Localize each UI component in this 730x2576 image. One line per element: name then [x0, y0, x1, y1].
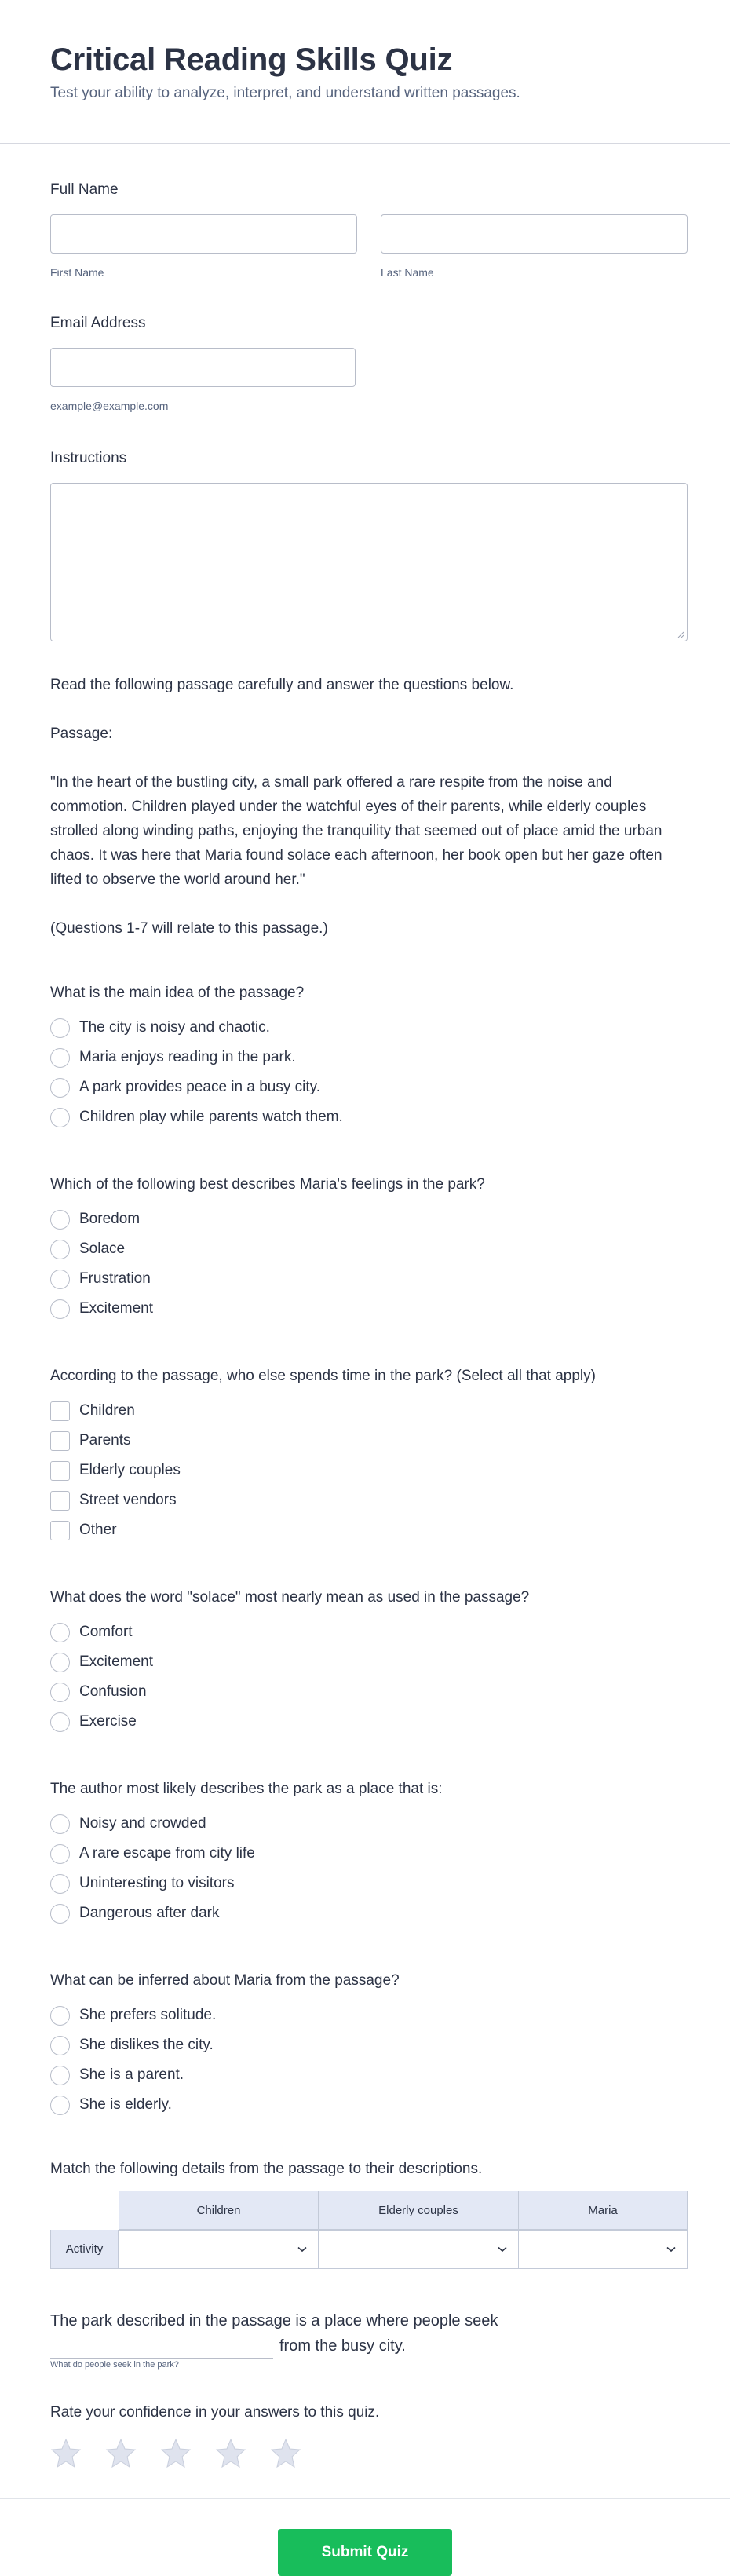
first-name-sublabel: First Name [50, 266, 104, 279]
matrix-row-label: Activity [50, 2230, 119, 2269]
fill-blank-sublabel: What do people seek in the park? [50, 2360, 179, 2370]
checkbox[interactable] [50, 1491, 70, 1511]
option-label: Exercise [79, 1713, 137, 1730]
option-label: She is elderly. [79, 2096, 172, 2113]
option-label: Elderly couples [79, 1462, 181, 1478]
radio-option[interactable] [50, 1809, 688, 1839]
option-label: Confusion [79, 1683, 147, 1700]
option-label: The city is noisy and chaotic. [79, 1019, 270, 1036]
radio-button[interactable] [50, 1240, 70, 1259]
checkbox[interactable] [50, 1461, 70, 1481]
passage-heading: Passage: [50, 725, 113, 742]
option-label: Comfort [79, 1624, 133, 1640]
confidence-rating [50, 2370, 688, 2468]
question-label: The author most likely describes the park as a place that is: [50, 1781, 443, 1797]
radio-option[interactable] [50, 2090, 688, 2120]
instructions-field [50, 412, 688, 641]
radio-option[interactable] [50, 1264, 688, 1294]
radio-option[interactable] [50, 1617, 688, 1647]
passage-text [50, 641, 688, 941]
option-label: She dislikes the city. [79, 2037, 214, 2053]
radio-option[interactable] [50, 1707, 688, 1737]
radio-button[interactable] [50, 2096, 70, 2115]
option-label: Street vendors [79, 1492, 177, 1508]
full-name-field [50, 144, 688, 279]
option-label: Maria enjoys reading in the park. [79, 1049, 296, 1065]
checkbox-option[interactable] [50, 1426, 688, 1456]
email-input[interactable] [50, 348, 356, 387]
question-solace-meaning [50, 1545, 688, 1737]
question-maria-inference [50, 1928, 688, 2120]
star-icon[interactable] [105, 2437, 137, 2468]
fill-text-line1: The park described in the passage is a place where people seek [50, 2312, 498, 2329]
option-label: Frustration [79, 1270, 151, 1287]
radio-option[interactable] [50, 1043, 688, 1072]
checkbox[interactable] [50, 1521, 70, 1540]
option-label: Boredom [79, 1211, 141, 1227]
radio-option[interactable] [50, 1072, 688, 1102]
star-icon[interactable] [215, 2437, 246, 2468]
star-icon[interactable] [270, 2437, 301, 2468]
email-sublabel: example@example.com [50, 400, 169, 412]
option-label: She is a parent. [79, 2066, 184, 2083]
instructions-textarea[interactable] [50, 483, 688, 641]
option-label: Dangerous after dark [79, 1905, 220, 1921]
checkbox[interactable] [50, 1431, 70, 1451]
radio-button[interactable] [50, 1814, 70, 1834]
question-label: What can be inferred about Maria from the passage? [50, 1972, 400, 1989]
radio-button[interactable] [50, 1683, 70, 1702]
radio-option[interactable] [50, 1647, 688, 1677]
radio-option[interactable] [50, 2030, 688, 2060]
passage-note: (Questions 1-7 will relate to this passage.) [50, 920, 328, 937]
resize-handle-icon[interactable] [677, 630, 684, 638]
radio-button[interactable] [50, 1874, 70, 1894]
matrix-dropdown[interactable] [519, 2230, 688, 2269]
radio-button[interactable] [50, 2036, 70, 2055]
radio-button[interactable] [50, 1653, 70, 1672]
radio-button[interactable] [50, 1048, 70, 1068]
passage-intro: Read the following passage carefully and answer the questions below. [50, 677, 514, 693]
email-field [50, 279, 688, 412]
radio-button[interactable] [50, 2006, 70, 2026]
fill-blank-input[interactable] [50, 2340, 273, 2359]
option-label: Solace [79, 1240, 126, 1257]
chevron-down-icon [498, 2246, 507, 2253]
star-icon[interactable] [50, 2437, 82, 2468]
checkbox-option[interactable] [50, 1396, 688, 1426]
form-header [0, 0, 730, 144]
radio-button[interactable] [50, 1844, 70, 1864]
radio-option[interactable] [50, 1869, 688, 1898]
radio-option[interactable] [50, 2060, 688, 2090]
question-label: What is the main idea of the passage? [50, 985, 305, 1001]
chevron-down-icon [297, 2246, 307, 2253]
chevron-down-icon [666, 2246, 676, 2253]
matrix-column-header: Elderly couples [319, 2191, 519, 2230]
checkbox-option[interactable] [50, 1485, 688, 1515]
option-label: Parents [79, 1432, 131, 1449]
radio-option[interactable] [50, 1013, 688, 1043]
question-label: According to the passage, who else spends time in the park? (Select all that apply) [50, 1368, 596, 1384]
quiz-form [0, 144, 730, 2468]
fill-in-blank-question [50, 2269, 688, 2370]
radio-button[interactable] [50, 1108, 70, 1127]
radio-option[interactable] [50, 1898, 688, 1928]
passage-body: "In the heart of the bustling city, a small park offered a rare respite from the noise and commotion. Children played under the watchful eyes of their parents, while elderly couples strolled along winding paths, enjoying the tranquility that seemed out of place amid the urban chaos. It was here that Maria found solace each afternoon, her book open but her gaze often lifted to observe the world around her." [50, 774, 662, 888]
option-label: Noisy and crowded [79, 1815, 206, 1832]
page-title: Critical Reading Skills Quiz [50, 42, 453, 77]
radio-button[interactable] [50, 1299, 70, 1319]
matrix-corner [50, 2191, 119, 2230]
question-maria-feelings [50, 1132, 688, 1324]
form-footer [0, 2498, 730, 2576]
radio-button[interactable] [50, 1078, 70, 1098]
option-label: Excitement [79, 1300, 153, 1317]
fill-text-line2: from the busy city. [279, 2337, 406, 2355]
matrix-column-header: Children [119, 2191, 319, 2230]
option-label: She prefers solitude. [79, 2007, 217, 2023]
first-name-input[interactable] [50, 214, 357, 254]
question-main-idea [50, 941, 688, 1132]
matrix-dropdown[interactable] [319, 2230, 519, 2269]
question-who-else [50, 1324, 688, 1545]
radio-button[interactable] [50, 2066, 70, 2085]
instructions-label: Instructions [50, 450, 127, 466]
checkbox[interactable] [50, 1401, 70, 1421]
last-name-input[interactable] [381, 214, 688, 254]
question-park-description [50, 1737, 688, 1928]
submit-button[interactable]: Submit Quiz [278, 2529, 452, 2576]
option-label: Other [79, 1522, 117, 1538]
radio-option[interactable] [50, 1294, 688, 1324]
checkbox-option[interactable] [50, 1515, 688, 1545]
radio-option[interactable] [50, 1839, 688, 1869]
option-label: Excitement [79, 1653, 153, 1670]
option-label: A rare escape from city life [79, 1845, 255, 1862]
email-label: Email Address [50, 315, 146, 331]
radio-button[interactable] [50, 1712, 70, 1732]
option-label: Children play while parents watch them. [79, 1109, 343, 1125]
checkbox-option[interactable] [50, 1456, 688, 1485]
star-rating [50, 2437, 688, 2468]
rating-label: Rate your confidence in your answers to this quiz. [50, 2404, 380, 2421]
matrix-column-header: Maria [519, 2191, 688, 2230]
radio-option[interactable] [50, 1204, 688, 1234]
page-subtitle: Test your ability to analyze, interpret, and understand written passages. [50, 85, 520, 101]
radio-button[interactable] [50, 1018, 70, 1038]
radio-option[interactable] [50, 2001, 688, 2030]
radio-option[interactable] [50, 1102, 688, 1132]
radio-button[interactable] [50, 1210, 70, 1230]
matrix-table [50, 2191, 688, 2269]
last-name-sublabel: Last Name [381, 266, 434, 279]
radio-option[interactable] [50, 1677, 688, 1707]
option-label: Uninteresting to visitors [79, 1875, 235, 1891]
radio-button[interactable] [50, 1623, 70, 1642]
question-label: What does the word "solace" most nearly mean as used in the passage? [50, 1589, 530, 1606]
option-label: Children [79, 1402, 135, 1419]
radio-button[interactable] [50, 1904, 70, 1924]
star-icon[interactable] [160, 2437, 192, 2468]
radio-option[interactable] [50, 1234, 688, 1264]
question-label: Match the following details from the passage to their descriptions. [50, 2161, 483, 2177]
radio-button[interactable] [50, 1270, 70, 1289]
matrix-dropdown[interactable] [119, 2230, 319, 2269]
option-label: A park provides peace in a busy city. [79, 1079, 320, 1095]
full-name-label: Full Name [50, 181, 119, 198]
question-label: Which of the following best describes Maria's feelings in the park? [50, 1176, 485, 1193]
matching-question [50, 2120, 688, 2269]
